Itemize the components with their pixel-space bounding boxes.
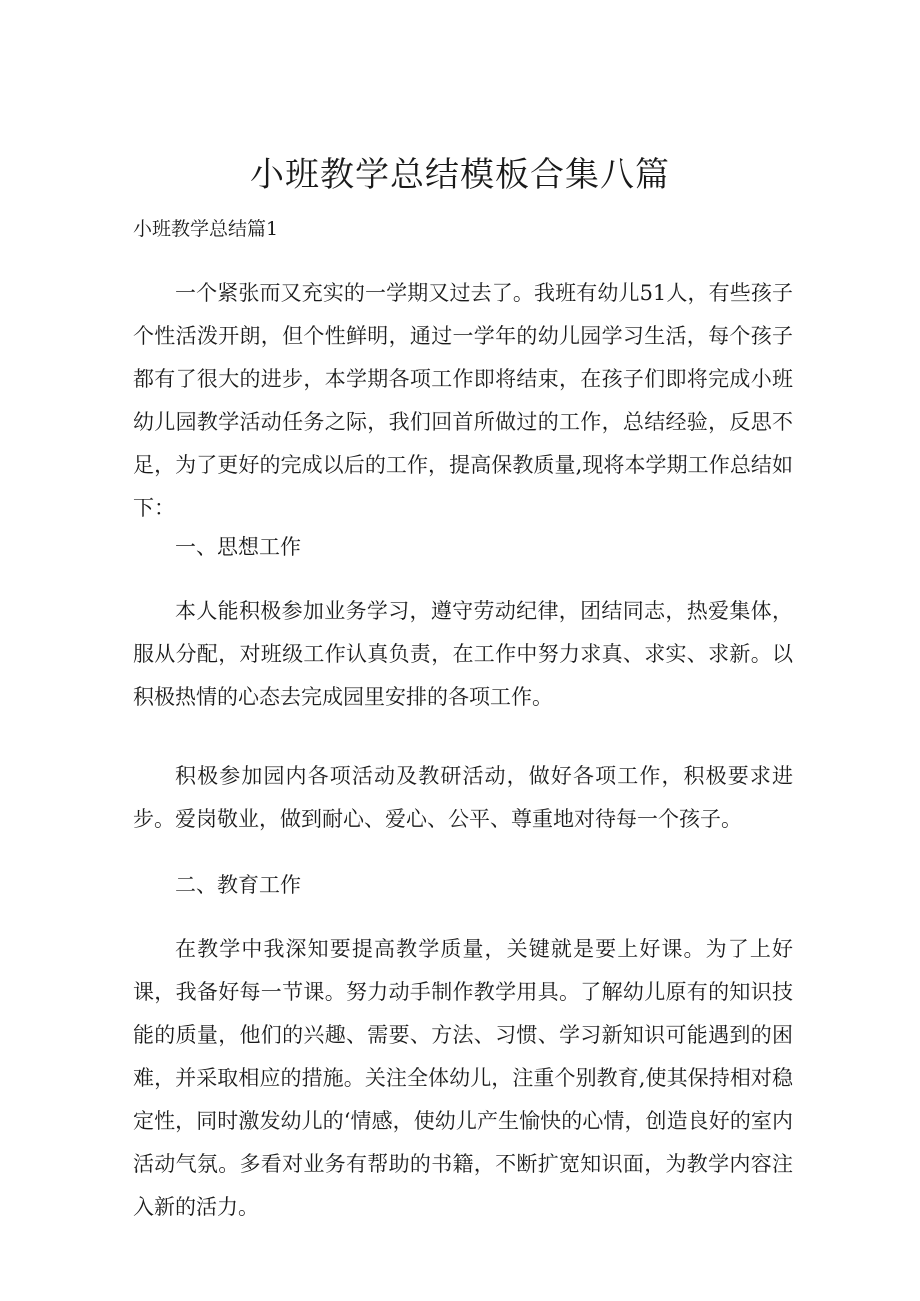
paragraph-thought-work: 本人能积极参加业务学习，遵守劳动纪律，团结同志，热爱集体，服从分配，对班级工作认真负责，在工作中努力求真、求实、求新。以积极热情的心态去完成园里安排的各项工作。 [133,599,793,709]
paragraph-activities: 积极参加园内各项活动及教研活动，做好各项工作，积极要求进步。爱岗敬业，做到耐心、爱心、公平、尊重地对待每一个孩子。 [133,764,793,831]
paragraph-intro: 一个紧张而又充实的一学期又过去了。我班有幼儿51人，有些孩子个性活泼开朗，但个性鲜明，通过一学年的幼儿园学习生活，每个孩子都有了很大的进步，本学期各项工作即将结束，在孩子们即将完成小班幼儿园教学活动任务之际，我们回首所做过的工作，总结经验，反思不足，为了更好的完成以后的工作，提高保教质量,现将本学期工作总结如下： [133,281,793,520]
section-subtitle: 小班教学总结篇1 [133,218,279,240]
heading-education-work: 二、教育工作 [175,873,301,897]
paragraph-education-work: 在教学中我深知要提高教学质量，关键就是要上好课。为了上好课，我备好每一节课。努力动手制作教学用具。了解幼儿原有的知识技能的质量，他们的兴趣、需要、方法、习惯、学习新知识可能遇到的困难，并采取相应的措施。关注全体幼儿，注重个别教育,使其保持相对稳定性，同时激发幼儿的‘情感，使幼儿产生愉快的心情，创造良好的室内活动气氛。多看对业务有帮助的书籍，不断扩宽知识面，为教学内容注入新的活力。 [133,937,793,1219]
document-title: 小班教学总结模板合集八篇 [250,155,670,195]
heading-thought-work: 一、思想工作 [175,535,301,559]
